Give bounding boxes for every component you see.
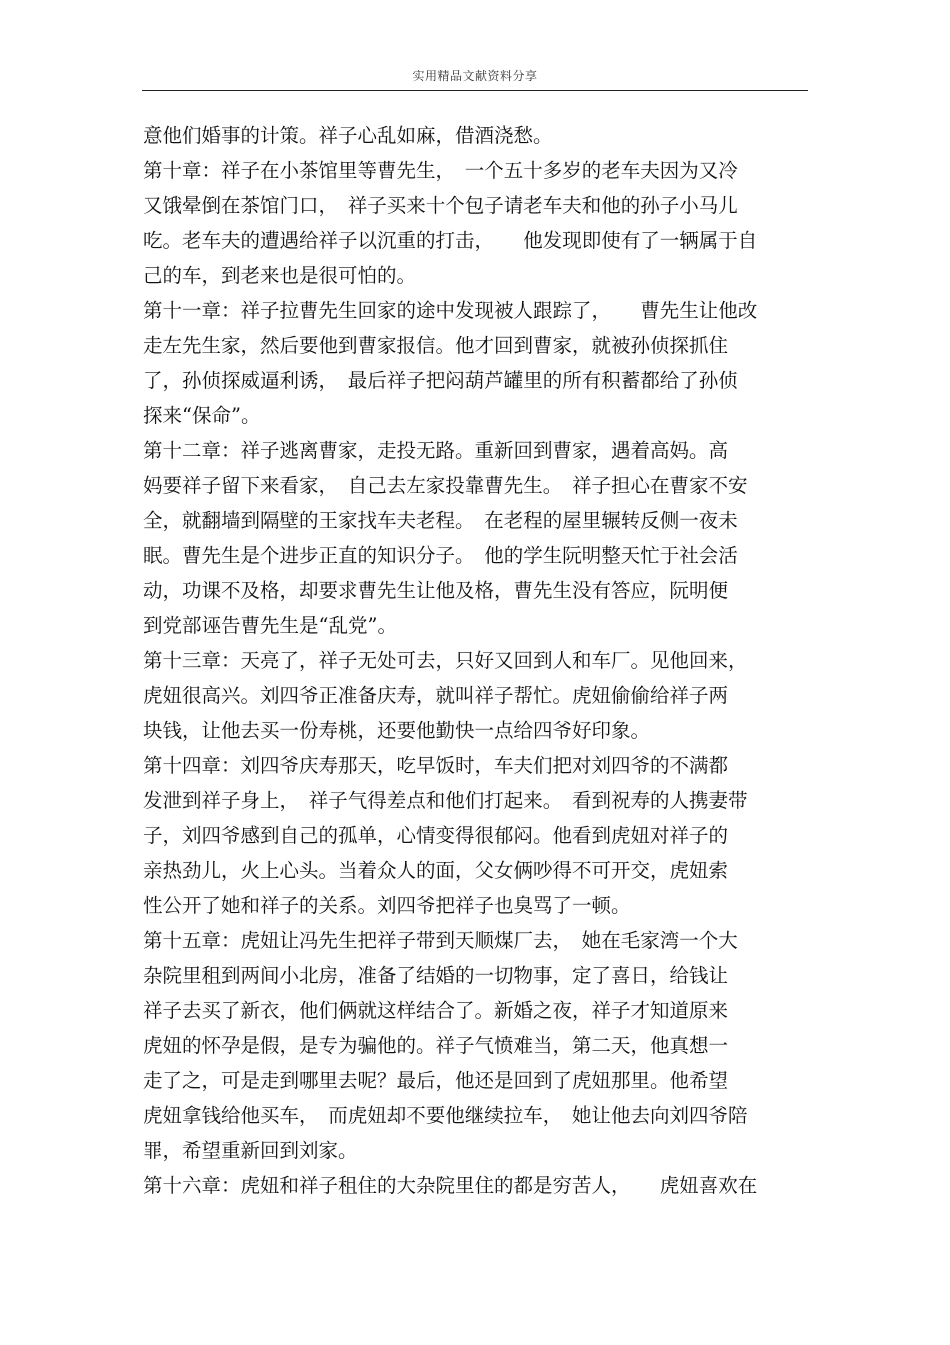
- document-body: [143, 118, 813, 1203]
- text-line: 妈要祥子留下来看家， 自己去左家投靠曹先生。 祥子担心在曹家不安: [143, 474, 748, 497]
- text-line: 第十章：祥子在小茶馆里等曹先生， 一个五十多岁的老车夫因为又冷: [143, 159, 738, 182]
- text-line: 全，就翻墙到隔壁的王家找车夫老程。 在老程的屋里辗转反侧一夜未: [143, 509, 738, 532]
- text-line: 第十三章：天亮了，祥子无处可去，只好又回到人和车厂。见他回来，: [143, 649, 748, 672]
- text-line: 块钱，让他去买一份寿桃，还要他勤快一点给四爷好印象。: [143, 719, 651, 742]
- text-line: 己的车，到老来也是很可怕的。: [143, 264, 417, 287]
- text-line: 祥子去买了新衣，他们俩就这样结合了。新婚之夜，祥子才知道原来: [143, 999, 729, 1022]
- text-line: 走了之，可是走到哪里去呢？最后，他还是回到了虎妞那里。他希望: [143, 1069, 729, 1092]
- page-header-title: 实用精品文献资料分享: [412, 69, 538, 83]
- text-line: 了，孙侦探威逼利诱， 最后祥子把闷葫芦罐里的所有积蓄都给了孙侦: [143, 369, 738, 392]
- text-line: 到党部诬告曹先生是“乱党”。: [143, 614, 397, 637]
- text-line: 虎妞的怀孕是假，是专为骗他的。祥子气愤难当，第二天，他真想一: [143, 1034, 729, 1057]
- header-divider: [142, 90, 808, 91]
- text-line: 第十五章：虎妞让冯先生把祥子带到天顺煤厂去， 她在毛家湾一个大: [143, 929, 738, 952]
- text-line: 第十二章：祥子逃离曹家，走投无路。重新回到曹家，遇着高妈。高: [143, 439, 729, 462]
- text-line: 发泄到祥子身上， 祥子气得差点和他们打起来。 看到祝寿的人携妻带: [143, 789, 748, 812]
- text-line: 虎妞拿钱给他买车， 而虎妞却不要他继续拉车， 她让他去向刘四爷陪: [143, 1104, 748, 1127]
- text-line: 第十四章：刘四爷庆寿那天，吃早饭时，车夫们把对刘四爷的不满都: [143, 754, 729, 777]
- text-line: 杂院里租到两间小北房，准备了结婚的一切物事，定了喜日，给钱让: [143, 964, 729, 987]
- text-line: 眠。曹先生是个进步正直的知识分子。 他的学生阮明整天忙于社会活: [143, 544, 738, 567]
- text-line: 又饿晕倒在茶馆门口， 祥子买来十个包子请老车夫和他的孙子小马儿: [143, 194, 738, 217]
- text-line: 动，功课不及格，却要求曹先生让他及格，曹先生没有答应，阮明便: [143, 579, 729, 602]
- text-line: 探来“保命”。: [143, 404, 261, 427]
- text-line: 罪，希望重新回到刘家。: [143, 1139, 358, 1162]
- text-line: 虎妞很高兴。刘四爷正准备庆寿，就叫祥子帮忙。虎妞偷偷给祥子两: [143, 684, 729, 707]
- text-line: 性公开了她和祥子的关系。刘四爷把祥子也臭骂了一顿。: [143, 894, 631, 917]
- text-line: 走左先生家，然后要他到曹家报信。他才回到曹家，就被孙侦探抓住: [143, 334, 729, 357]
- text-line: 子，刘四爷感到自己的孤单，心情变得很郁闷。他看到虎妞对祥子的: [143, 824, 729, 847]
- text-line: 第十一章：祥子拉曹先生回家的途中发现被人跟踪了， 曹先生让他改: [143, 299, 758, 322]
- text-line: 意他们婚事的计策。祥子心乱如麻，借酒浇愁。: [143, 124, 553, 147]
- text-line: 第十六章：虎妞和祥子租住的大杂院里住的都是穷苦人， 虎妞喜欢在: [143, 1174, 758, 1197]
- text-line: 亲热劲儿，火上心头。当着众人的面，父女俩吵得不可开交，虎妞索: [143, 859, 729, 882]
- text-line: 吃。老车夫的遭遇给祥子以沉重的打击， 他发现即使有了一辆属于自: [143, 229, 758, 252]
